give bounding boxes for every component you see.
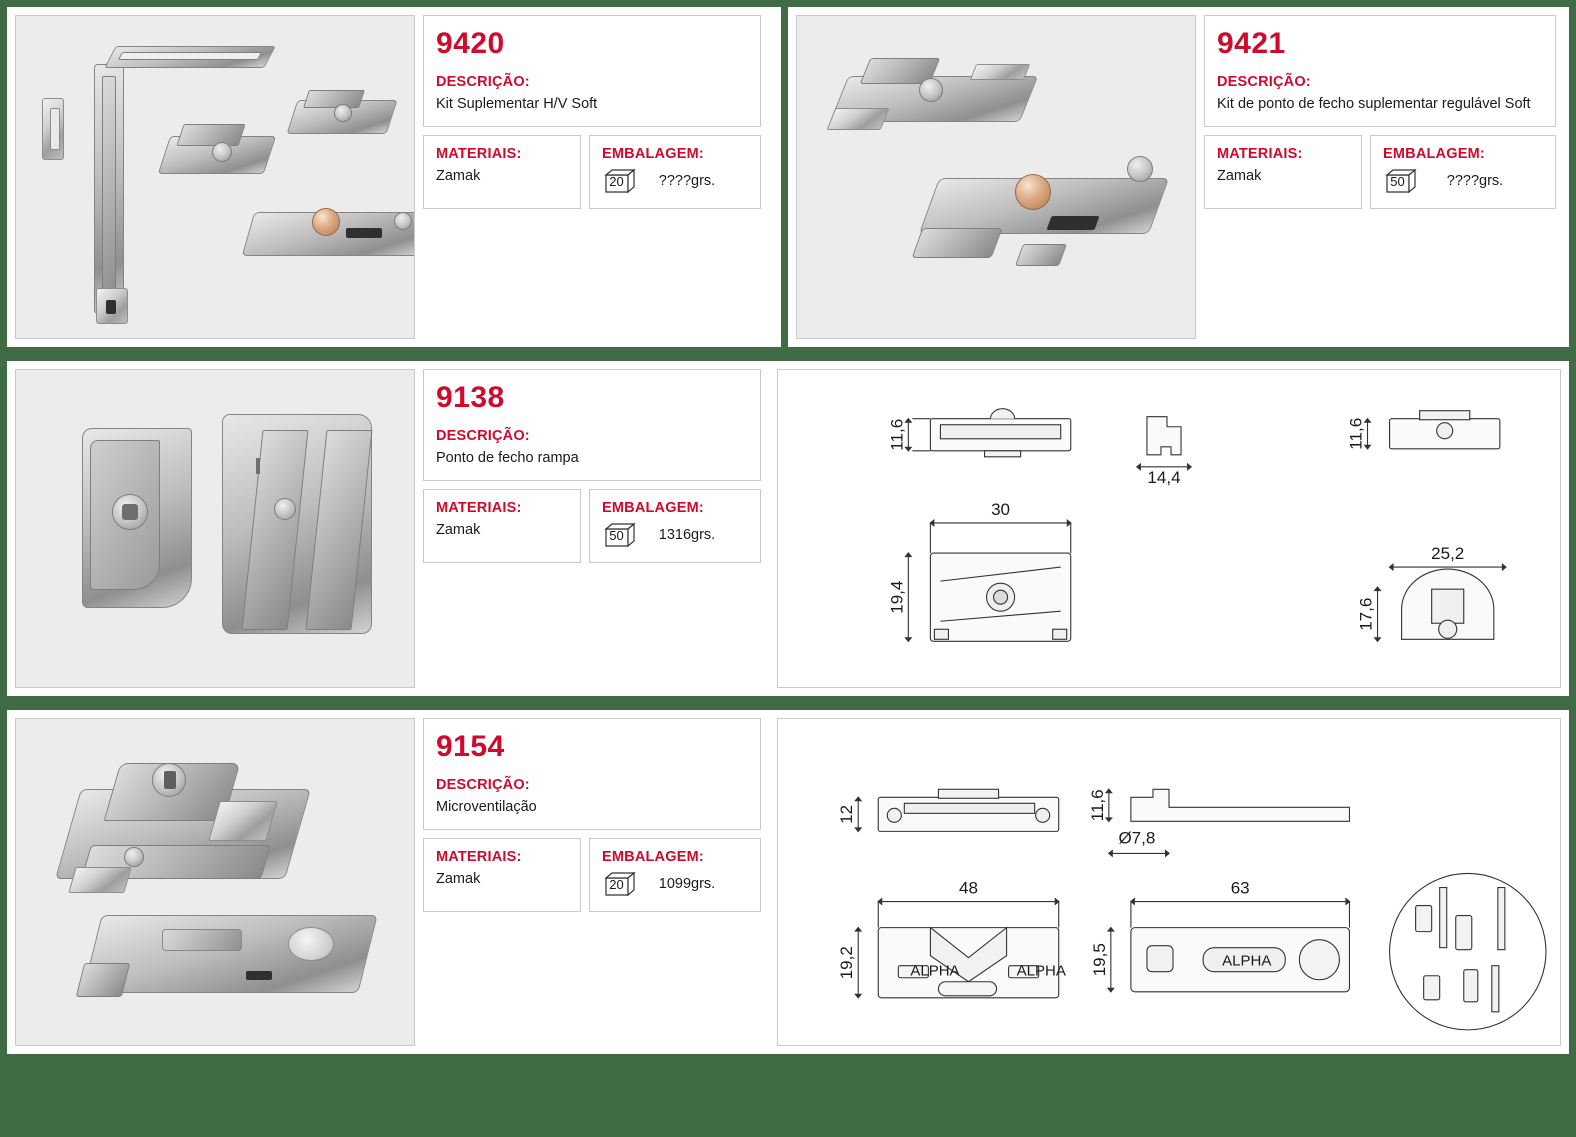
- package-weight: ????grs.: [1446, 172, 1504, 189]
- product-description: Microventilação: [436, 798, 537, 815]
- materials-card: [423, 838, 581, 912]
- dim-19-2: 19,2: [837, 946, 857, 980]
- dim-30: 30: [991, 499, 1011, 519]
- product-photo-9421: [796, 15, 1196, 339]
- materials-label: MATERIAIS:: [1217, 145, 1303, 162]
- packaging-label: EMBALAGEM:: [1383, 145, 1485, 162]
- box-quantity: 20: [609, 173, 624, 189]
- technical-drawing-9154: [777, 718, 1561, 1046]
- product-specs-9420: [423, 135, 761, 209]
- product-description: Ponto de fecho rampa: [436, 449, 579, 466]
- box-icon: [602, 871, 636, 897]
- dim-14-4: 14,4: [1147, 467, 1181, 487]
- packaging-label: EMBALAGEM:: [602, 848, 704, 865]
- materials-label: MATERIAIS:: [436, 848, 522, 865]
- packaging-card: [1370, 135, 1556, 209]
- packaging-card: [589, 489, 761, 563]
- materials-value: Zamak: [436, 870, 481, 887]
- materials-value: Zamak: [436, 167, 481, 184]
- description-label: DESCRIÇÃO:: [436, 776, 530, 793]
- package-weight: ????grs.: [658, 172, 716, 189]
- technical-drawing-9138: [777, 369, 1561, 688]
- product-header-9421: [1204, 15, 1556, 127]
- dim-63: 63: [1230, 878, 1250, 898]
- packaging-card: [589, 838, 761, 912]
- materials-value: Zamak: [1217, 167, 1262, 184]
- dim-19-4: 19,4: [887, 580, 907, 614]
- package-weight: 1316grs.: [658, 526, 716, 543]
- dim-19-5: 19,5: [1089, 943, 1109, 977]
- product-row-3: [7, 710, 1569, 1054]
- materials-card: [423, 135, 581, 209]
- brand-mark-right: ALPHA: [1016, 962, 1066, 980]
- packaging-card: [589, 135, 761, 209]
- product-card-9420: [7, 7, 788, 347]
- dim-11-6-left: 11,6: [887, 418, 907, 451]
- product-specs-9421: [1204, 135, 1556, 209]
- box-quantity: 50: [1390, 173, 1405, 189]
- product-header-9154: [423, 718, 761, 830]
- product-row-2: [7, 361, 1569, 696]
- product-info-9154: [423, 710, 769, 1054]
- product-row-1: [7, 7, 1569, 347]
- materials-card: [423, 489, 581, 563]
- product-specs-9154: [423, 838, 761, 912]
- product-code: 9154: [436, 730, 505, 763]
- product-info-9138: [423, 361, 769, 696]
- box-quantity: 20: [609, 876, 624, 892]
- dim-diam-7-8: Ø7,8: [1118, 828, 1156, 848]
- product-code: 9421: [1217, 27, 1286, 60]
- dim-12: 12: [837, 804, 857, 824]
- materials-label: MATERIAIS:: [436, 145, 522, 162]
- packaging-label: EMBALAGEM:: [602, 499, 704, 516]
- materials-card: [1204, 135, 1362, 209]
- product-photo-9138: [15, 369, 415, 688]
- materials-value: Zamak: [436, 521, 481, 538]
- product-specs-9138: [423, 489, 761, 563]
- description-label: DESCRIÇÃO:: [436, 73, 530, 90]
- dim-48: 48: [959, 878, 978, 898]
- product-info-9421: [1204, 7, 1564, 347]
- materials-label: MATERIAIS:: [436, 499, 522, 516]
- box-icon: [602, 168, 636, 194]
- product-card-9421: [788, 7, 1569, 347]
- dim-17-6: 17,6: [1356, 597, 1376, 631]
- dim-25-2: 25,2: [1431, 544, 1465, 564]
- packaging-label: EMBALAGEM:: [602, 145, 704, 162]
- product-photo-9420: [15, 15, 415, 339]
- product-description: Kit Suplementar H/V Soft: [436, 95, 598, 112]
- brand-mark-left: ALPHA: [910, 962, 960, 980]
- product-header-9420: [423, 15, 761, 127]
- product-code: 9138: [436, 381, 505, 414]
- dim-11-6-right: 11,6: [1346, 417, 1366, 450]
- box-quantity: 50: [609, 527, 624, 543]
- product-description: Kit de ponto de fecho suplementar regulável Soft: [1217, 95, 1531, 112]
- description-label: DESCRIÇÃO:: [1217, 73, 1311, 90]
- brand-mark-plate: ALPHA: [1222, 952, 1272, 970]
- product-header-9138: [423, 369, 761, 481]
- box-icon: [602, 522, 636, 548]
- package-weight: 1099grs.: [658, 875, 716, 892]
- description-label: DESCRIÇÃO:: [436, 427, 530, 444]
- box-icon: [1383, 168, 1417, 194]
- product-info-9420: [423, 7, 769, 347]
- dim-11-6: 11,6: [1087, 789, 1107, 822]
- product-photo-9154: [15, 718, 415, 1046]
- product-code: 9420: [436, 27, 505, 60]
